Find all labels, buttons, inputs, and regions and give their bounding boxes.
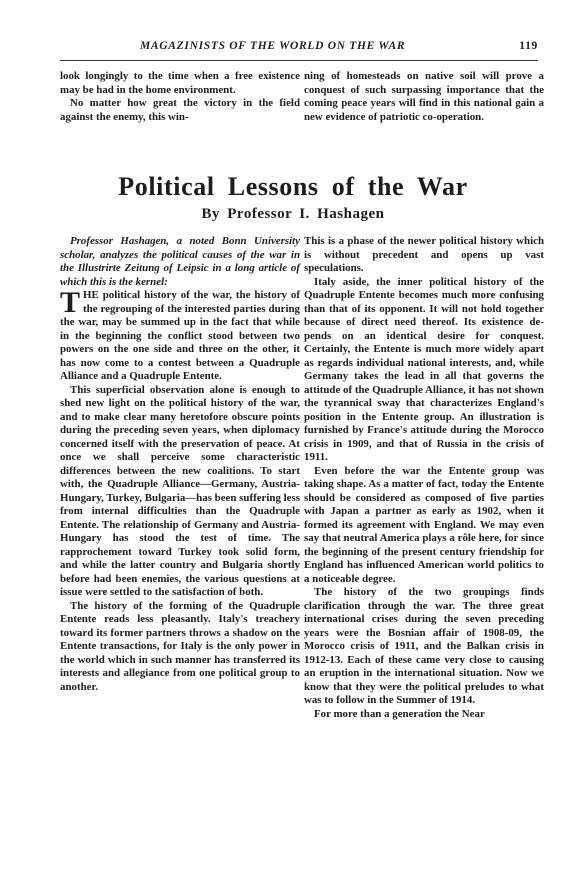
lead-text: political history of the war, the history of the regrouping of the interested parties during the war, may be summed up in the fact that while in the beginning the conflict stood between two powers on the one side and three on the other, it has now come to a contest between a Quadruple Alliance and a Quadruple Entente. [60,289,300,382]
lead-word: HE [83,289,99,301]
lead-paragraph [60,286,300,384]
continuation-left-column [60,70,300,124]
page-number: 119 [519,40,538,52]
continuation-paragraph: look longingly to the time when a free existence may be had in the home environment. [60,70,300,96]
continuation-right-column [304,70,544,124]
body-paragraph: This superficial observation alone is enough to shed new light on the political history of the war, and to make clear many heretofore obscure points during the preceding seven years, when diplomacy concerned itself with the preservation of peace. At once we shall perceive some characteristic differences between the new coalitions. To start with, the Quadruple Alliance—Germany, Austria-Hungary, Turkey, Bulgaria—has been suffering less from internal difficulties than the Quadruple Entente. The relationship of Germany and Austria-Hungary has stood the test of time. The rapprochement toward Turkey took solid form, and while the latter country and Bulgaria shortly before had been enemies, the various questions at issue were settled to the satisfaction of both. [60,383,300,598]
running-head-title: MAGAZINISTS OF THE WORLD ON THE WAR [140,40,406,52]
article-title: Political Lessons of the War [118,172,468,201]
article-right-column [304,235,544,721]
article-left-column [60,235,300,694]
body-paragraph: For more than a generation the Near [314,707,485,720]
editor-intro [60,235,300,289]
header-rule [60,60,538,61]
body-paragraph: This is a phase of the newer political history which is without precedent and opens up vast speculations. [304,235,544,274]
body-paragraph: Italy aside, the inner political history of the Quadruple Entente becomes much more confusing than that of its opponent. It will not hold together because of direct need thereof. Its existence depends on an identical desire for conquest. Certainly, the Entente is much more widely apart as regards individual national interests, and, while Germany takes the lead in all that governs the attitude of the Quadruple Alliance, it has not shown the tyrannical sway that characterizes England's position in the Entente group. An illustration is furnished by France's attitude during the Morocco crisis in 1909, and that of Russia in the crisis of 1911. [304,275,544,463]
drop-cap: T [60,286,81,319]
body-paragraph: The history of the two groupings finds clarification through the war. The three great international crises during the seven preceding years were the Bosnian affair of 1908-09, the Morocco crisis of 1911, and the Balkan crisis in 1912-13. Each of these came very close to causing an eruption in the international situation. Now we know that they were the political preludes to what was to follow in the Summer of 1914. [304,586,544,706]
article-byline: By Professor I. Hashagen [201,206,385,222]
continuation-paragraph: ning of homesteads on native soil will prove a conquest of such surpassing importance that the coming peace years will find in this national gain a new evidence of patriotic co-operation. [304,70,544,123]
running-head [60,40,538,56]
body-paragraph: Even before the war the Entente group was taking shape. As a matter of fact, today the Entente should be considered as composed of five parties with Japan a partner as early as 1902, when it formed its agreement with England. We may even say that neutral America plays a rôle here, for since the beginning of the present century friendship for England has influenced American world politics to a noticeable degree. [304,464,544,585]
body-paragraph: The history of the forming of the Quadruple Entente reads less pleasantly. Italy's treachery toward its former partners throws a shadow on the Entente transactions, for Italy is the only power in the world which in such manner has transferred its interests and allegiance from one political group to another. [60,599,300,693]
continuation-paragraph: No matter how great the victory in the field against the enemy, this win- [60,97,300,123]
intro-paragraph: Professor Hashagen, a noted Bonn University scholar, analyzes the political causes of the war in the Illustrirte Zeitung of Leipsic in a long article of which this is the kernel: [60,235,300,288]
